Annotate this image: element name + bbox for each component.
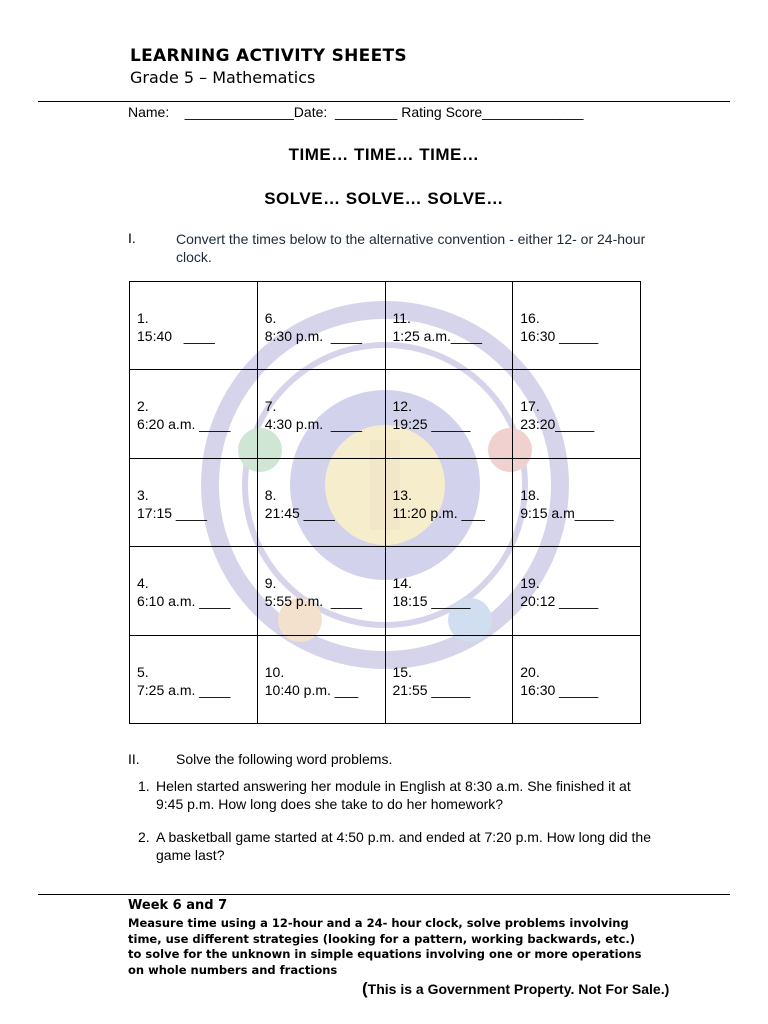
word-problem-2 [138,828,658,864]
grid-cell: 1. 15:40 ____ [130,282,258,370]
grid-cell: 10. 10:40 p.m. ___ [257,635,385,723]
problem-text: A basketball game started at 4:50 p.m. and ended at 7:20 p.m. How long did the game last? [156,829,651,863]
grid-cell: 6. 8:30 p.m. ____ [257,282,385,370]
grid-cell: 13. 11:20 p.m. ___ [385,458,513,546]
grid-cell: 17. 23:20_____ [513,370,641,458]
activity-subtitle: SOLVE… SOLVE… SOLVE… [264,189,504,208]
problem-number: 2. [138,829,150,845]
section-2-number: II. [128,751,140,767]
grid-cell: 11. 1:25 a.m.____ [385,282,513,370]
problem-text: Helen started answering her module in English at 8:30 a.m. She finished it at 9:45 p.m. How long does she take to do her homework? [156,778,631,812]
section-2-instruction: Solve the following word problems. [176,751,393,767]
notice-text: This is a Government Property. Not For Sale.) [367,981,670,997]
grid-cell: 18. 9:15 a.m_____ [513,458,641,546]
section-1-instruction: Convert the times below to the alternative convention - either 12- or 24-hour clock. [176,231,646,265]
problem-number: 1. [138,778,150,794]
grid-cell: 2. 6:20 a.m. ____ [130,370,258,458]
grid-cell: 7. 4:30 p.m. ____ [257,370,385,458]
grid-cell: 15. 21:55 _____ [385,635,513,723]
header-divider [38,101,730,102]
grid-cell: 20. 16:30 _____ [513,635,641,723]
grid-cell: 8. 21:45 ____ [257,458,385,546]
notice-paren: ( [362,979,368,998]
time-conversion-grid [129,281,641,724]
learning-competency: Measure time using a 12-hour and a 24- hour clock, solve problems involving time, use different strategies (looking for a pattern, working backwards, etc.) to solve for the unknown in simple equations involving one or more operations on whole numbers and fractions [128,916,642,977]
grid-cell: 4. 6:10 a.m. ____ [130,547,258,635]
grid-cell: 16. 16:30 _____ [513,282,641,370]
activity-title: TIME… TIME… TIME… [288,145,480,164]
grid-cell: 12. 19:25 _____ [385,370,513,458]
grid-cell: 5. 7:25 a.m. ____ [130,635,258,723]
word-problem-1 [138,777,658,813]
week-label: Week 6 and 7 [128,898,228,913]
section-1-number: I. [128,230,136,246]
grid-cell: 3. 17:15 ____ [130,458,258,546]
grid-cell: 14. 18:15 _____ [385,547,513,635]
grid-cell: 19. 20:12 _____ [513,547,641,635]
sheet-subtitle: Grade 5 – Mathematics [130,68,316,87]
footer-divider [38,894,730,895]
name-date-score-line: Name: ______________Date: ________ Rating Score_____________ [128,104,584,120]
government-property-notice [362,979,669,999]
grid-cell: 9. 5:55 p.m. ____ [257,547,385,635]
sheet-title: LEARNING ACTIVITY SHEETS [130,46,407,66]
